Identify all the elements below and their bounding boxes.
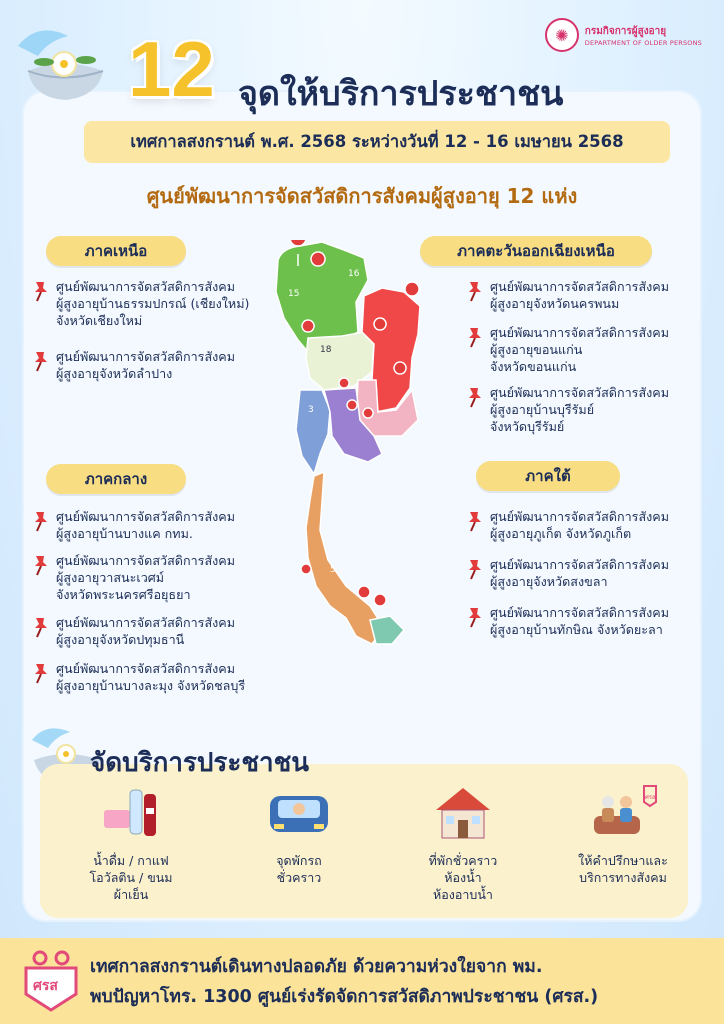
location-marker-icon	[347, 400, 357, 410]
pushpin-icon	[32, 662, 50, 684]
main-title: จุดให้บริการประชาชน	[238, 74, 564, 114]
service-shelter: ที่พักชั่วคราว ห้องน้ำ ห้องอาบน้ำ	[388, 780, 538, 903]
department-logo	[545, 18, 702, 52]
list-item: ศูนย์พัฒนาการจัดสวัสดิการสังคม ผู้สูงอายุบ้านบางแค กทม.	[32, 508, 235, 542]
map-number-label: 5	[330, 565, 336, 575]
service-counseling: ศรส ให้คำปรึกษาและ บริการทางสังคม	[548, 780, 698, 886]
location-marker-icon	[394, 362, 406, 374]
pushpin-icon	[32, 510, 50, 532]
logo-english-text: DEPARTMENT OF OLDER PERSONS	[584, 38, 702, 47]
list-item: ศูนย์พัฒนาการจัดสวัสดิการสังคม ผู้สูงอายุจังหวัดลำปาง	[32, 348, 235, 382]
srs-badge-icon	[20, 948, 82, 1014]
region-north-label: ภาคเหนือ	[46, 236, 186, 266]
list-item: ศูนย์พัฒนาการจัดสวัสดิการสังคม ผู้สูงอายุบ้านธรรมปกรณ์ (เชียงใหม่) จังหวัดเชียงใหม่	[32, 278, 249, 329]
centers-subtitle: ศูนย์พัฒนาการจัดสวัสดิการสังคมผู้สูงอายุ 12 แห่ง	[146, 184, 578, 208]
department-seal-icon: ✺	[545, 18, 579, 52]
region-central-label: ภาคกลาง	[46, 464, 186, 494]
event-date-bar: เทศกาลสงกรานต์ พ.ศ. 2568 ระหว่างวันที่ 12 - 16 เมษายน 2568	[84, 121, 670, 163]
service-drinks: น้ำดื่ม / กาแฟ โอวัลติน / ขนม ผ้าเย็น	[56, 780, 206, 903]
location-marker-icon	[301, 564, 311, 574]
list-item: ศูนย์พัฒนาการจัดสวัสดิการสังคม ผู้สูงอายุบ้านบุรีรัมย์ จังหวัดบุรีรัมย์	[466, 384, 669, 435]
region-northeast-label: ภาคตะวันออกเฉียงเหนือ	[420, 236, 652, 266]
location-marker-icon	[374, 318, 386, 330]
list-item: ศูนย์พัฒนาการจัดสวัสดิการสังคม ผู้สูงอายุบ้านบางละมุง จังหวัดชลบุรี	[32, 660, 245, 694]
location-marker-icon	[405, 282, 419, 296]
list-item: ศูนย์พัฒนาการจัดสวัสดิการสังคม ผู้สูงอายุวาสนะเวศม์ จังหวัดพระนครศรีอยุธยา	[32, 552, 235, 603]
map-number-label: 3	[308, 405, 314, 415]
thailand-region-map	[272, 240, 422, 650]
map-number-label: 15	[288, 289, 300, 299]
car-driver-icon	[264, 780, 334, 844]
location-marker-icon	[302, 320, 314, 332]
map-region-south	[306, 472, 384, 644]
pushpin-icon	[32, 280, 50, 302]
logo-thai-text: กรมกิจการผู้สูงอายุ	[584, 25, 667, 37]
list-item: ศูนย์พัฒนาการจัดสวัสดิการสังคม ผู้สูงอายุบ้านทักษิณ จังหวัดยะลา	[466, 604, 669, 638]
footer-line-2: พบปัญหาโทร. 1300 ศูนย์เร่งรัดจัดการสวัสดิภาพประชาชน (ศรส.)	[90, 987, 599, 1007]
location-marker-icon	[311, 252, 325, 266]
location-marker-icon	[363, 408, 373, 418]
pushpin-icon	[466, 386, 484, 408]
pushpin-icon	[466, 280, 484, 302]
location-marker-icon	[358, 586, 370, 598]
list-item: ศูนย์พัฒนาการจัดสวัสดิการสังคม ผู้สูงอายุขอนแก่น จังหวัดขอนแก่น	[466, 324, 669, 375]
water-bowl-flower-illustration	[8, 16, 118, 106]
pushpin-icon	[32, 616, 50, 638]
pushpin-icon	[466, 606, 484, 628]
footer-banner	[0, 938, 724, 1024]
house-icon	[428, 780, 498, 844]
pushpin-icon	[32, 350, 50, 372]
pushpin-icon	[466, 326, 484, 348]
list-item: ศูนย์พัฒนาการจัดสวัสดิการสังคม ผู้สูงอายุจังหวัดสงขลา	[466, 556, 669, 590]
service-rest-stop: จุดพักรถ ชั่วคราว	[224, 780, 374, 886]
list-item: ศูนย์พัฒนาการจัดสวัสดิการสังคม ผู้สูงอายุจังหวัดนครพนม	[466, 278, 669, 312]
services-title: จัดบริการประชาชน	[90, 748, 309, 778]
footer-line-1: เทศกาลสงกรานต์เดินทางปลอดภัย ด้วยความห่วงใยจาก พม.	[90, 957, 543, 977]
svg-text:ศรส: ศรส	[645, 794, 656, 801]
region-south-label: ภาคใต้	[476, 461, 620, 491]
pushpin-icon	[466, 558, 484, 580]
map-number-label: 18	[320, 345, 332, 355]
counseling-people-icon	[588, 780, 658, 844]
list-item: ศูนย์พัฒนาการจัดสวัสดิการสังคม ผู้สูงอายุจังหวัดปทุมธานี	[32, 614, 235, 648]
pushpin-icon	[466, 510, 484, 532]
points-count: 12	[128, 25, 215, 113]
map-region-west	[296, 390, 330, 474]
svg-text:ศรส: ศรส	[33, 978, 58, 994]
location-marker-icon	[374, 594, 386, 606]
location-marker-icon	[339, 378, 349, 388]
map-number-label: 16	[348, 269, 360, 279]
list-item: ศูนย์พัฒนาการจัดสวัสดิการสังคม ผู้สูงอายุภูเก็ต จังหวัดภูเก็ต	[466, 508, 669, 542]
pushpin-icon	[32, 554, 50, 576]
drinks-snacks-icon	[96, 780, 166, 844]
